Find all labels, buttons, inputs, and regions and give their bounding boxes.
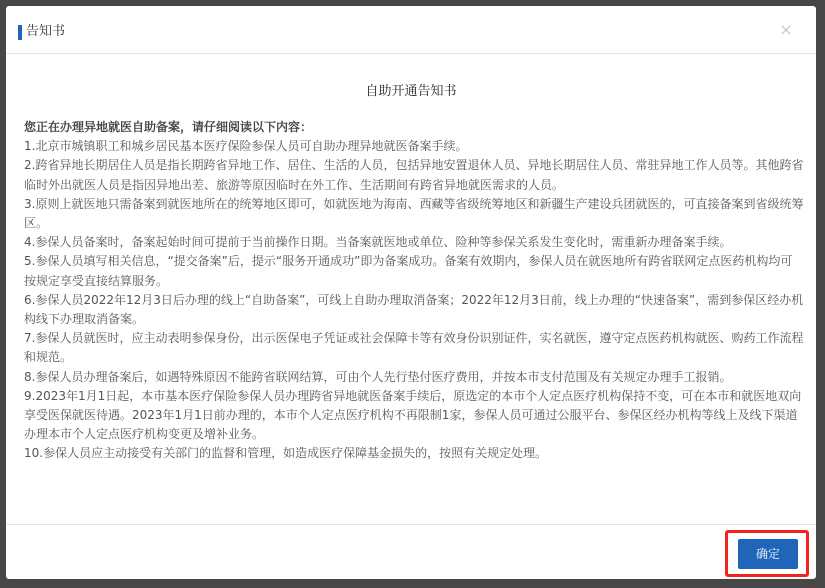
dialog-body [6, 54, 816, 524]
dialog-title: 告知书 [26, 24, 66, 39]
notice-item-9: 9.2023年1月1日起，本市基本医疗保险参保人员办理跨省异地就医备案手续后，原选定的本市个人定点医疗机构保持不变，可在本市和就医地双向享受医保就医待遇。2023年1月1日前办理的，本市个人定点医疗机构不再限制1家，参保人员可通过公服平台、参保区经办机构等线上及线下渠道办理本市个人定点医疗机构变更及增补业务。 [24, 388, 802, 442]
close-button[interactable] [776, 20, 796, 40]
notice-dialog [6, 6, 816, 579]
dialog-header [6, 6, 816, 54]
title-accent-bar [18, 25, 22, 40]
close-icon[interactable]: × [779, 20, 793, 39]
notice-intro: 您正在办理异地就医自助备案，请仔细阅读以下内容： [24, 120, 313, 134]
dialog-footer [6, 524, 816, 579]
notice-content [24, 118, 804, 464]
notice-item-6: 6.参保人员2022年12月3日后办理的线上“自助备案”，可线上自助办理取消备案；2022年12月3日前，线上办理的“快速备案”，需到参保区经办机构线下办理取消备案。 [24, 292, 804, 327]
notice-item-8: 8.参保人员办理备案后，如遇特殊原因不能跨省联网结算，可由个人先行垫付医疗费用，并按本市支付范围及有关规定办理手工报销。 [24, 369, 732, 384]
document-title: 自助开通告知书 [365, 84, 457, 99]
notice-item-4: 4.参保人员备案时，备案起始时间可提前于当前操作日期。当备案就医地或单位、险种等参保关系发生变化时，需重新办理备案手续。 [24, 235, 732, 250]
notice-item-3: 3.原则上就医地只需备案到就医地所在的统筹地区即可，如就医地为海南、西藏等省级统筹地区和新疆生产建设兵团就医的，可直接备案到省级统筹区。 [24, 196, 804, 231]
notice-item-7: 7.参保人员就医时，应主动表明参保身份，出示医保电子凭证或社会保障卡等有效身份识别证件，实名就医，遵守定点医药机构就医、购药工作流程和规范。 [24, 331, 804, 365]
notice-item-2: 2.跨省异地长期居住人员是指长期跨省异地工作、居住、生活的人员，包括异地安置退休人员、异地长期居住人员、常驻异地工作人员等。其他跨省临时外出就医人员是指因异地出差、旅游等原因临时在外工作、生活期间有跨省异地就医需求的人员。 [24, 158, 804, 192]
notice-item-10: 10.参保人员应主动接受有关部门的监督和管理，如造成医疗保障基金损失的，按照有关规定处理。 [24, 446, 548, 461]
notice-item-1: 1.北京市城镇职工和城乡居民基本医疗保险参保人员可自助办理异地就医备案手续。 [24, 139, 468, 154]
confirm-button[interactable]: 确定 [738, 539, 798, 569]
notice-item-5: 5.参保人员填写相关信息，“提交备案”后，提示“服务开通成功”即为备案成功。备案有效期内，参保人员在就医地所有跨省联网定点医药机构均可按规定享受直接结算服务。 [24, 254, 793, 288]
